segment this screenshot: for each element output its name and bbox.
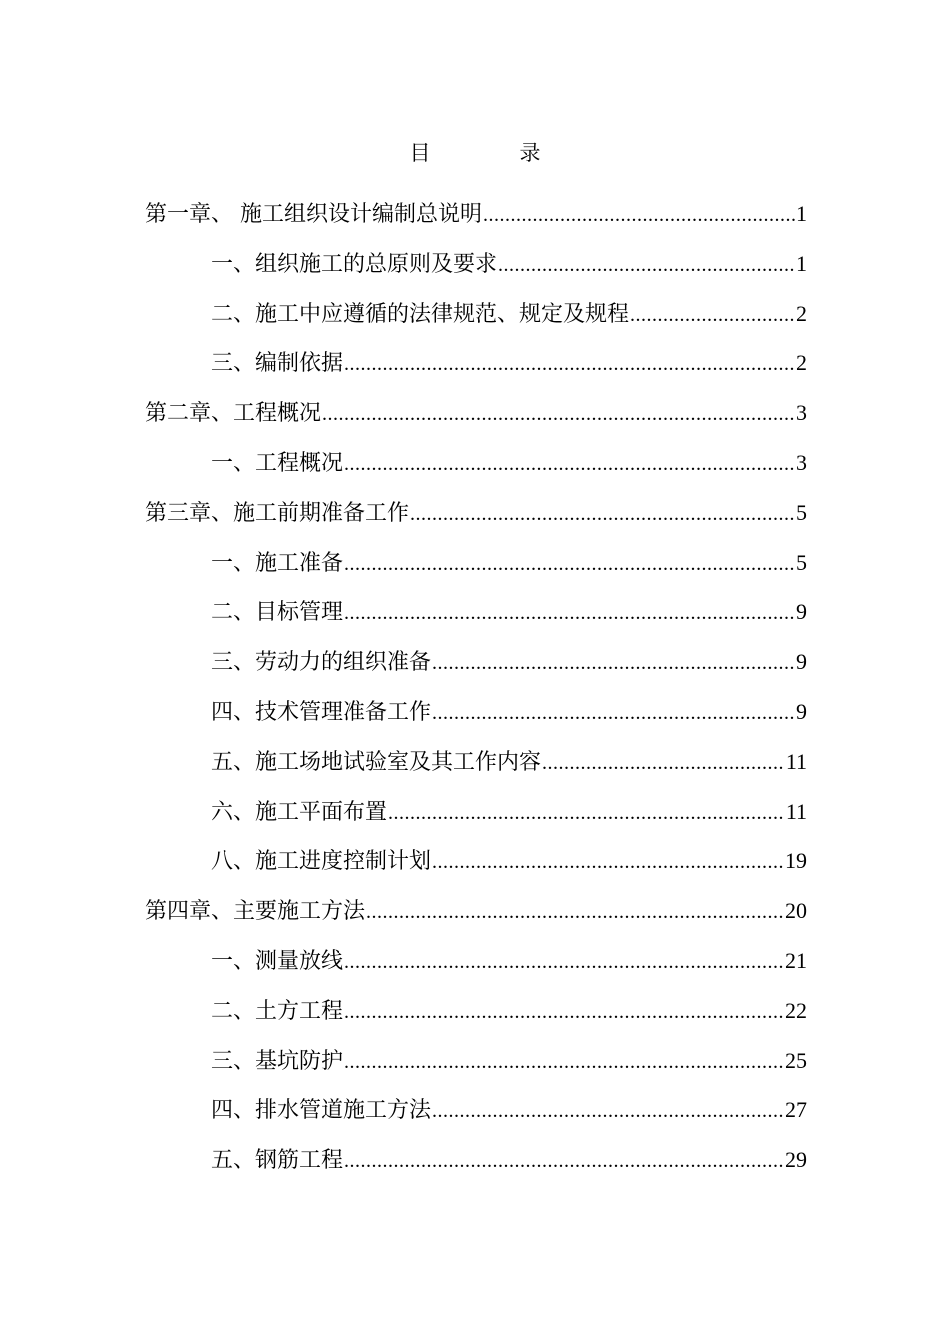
toc-entry-text: 二、目标管理 [211, 600, 344, 626]
toc-page-number: 3 [796, 400, 807, 426]
toc-entry-text: 二、土方工程 [211, 998, 344, 1024]
toc-page-number: 25 [785, 1047, 807, 1073]
toc-entry-text: 第一章、 施工组织设计编制总说明 [145, 202, 482, 227]
toc-dot-leader [344, 1141, 784, 1181]
toc-section-entry[interactable] [145, 941, 807, 991]
toc-entry-text: 一、测量放线 [211, 948, 344, 974]
toc-dot-leader [432, 643, 795, 683]
toc-chapter-entry[interactable] [145, 393, 807, 443]
toc-page-number: 5 [796, 499, 807, 525]
toc-page-number: 11 [785, 798, 807, 824]
toc-entry-text: 二、施工中应遵循的法律规范、规定及规程 [211, 301, 630, 327]
toc-dot-leader [432, 842, 784, 882]
toc-entry-text: 四、技术管理准备工作 [211, 699, 432, 725]
toc-chapter-entry[interactable] [145, 493, 807, 543]
toc-dot-leader [344, 444, 795, 484]
toc-entry-text: 第四章、主要施工方法 [145, 899, 366, 925]
toc-page-number: 20 [785, 898, 807, 924]
toc-page-number: 5 [796, 549, 807, 575]
toc-section-entry[interactable] [145, 841, 807, 891]
toc-page-number: 19 [785, 848, 807, 874]
toc-chapter-entry[interactable] [145, 194, 807, 244]
toc-section-entry[interactable] [145, 443, 807, 493]
toc-section-entry[interactable] [145, 642, 807, 692]
toc-dot-leader [388, 793, 785, 833]
toc-entry-text: 三、编制依据 [211, 351, 344, 377]
toc-entry-text: 六、施工平面布置 [211, 799, 388, 825]
toc-page-number: 2 [796, 300, 807, 326]
toc-page-number: 27 [785, 1097, 807, 1123]
toc-section-entry[interactable] [145, 1140, 807, 1190]
toc-page-number: 9 [796, 698, 807, 724]
toc-dot-leader [498, 245, 795, 285]
toc-section-entry[interactable] [145, 742, 807, 792]
toc-page-number: 9 [796, 649, 807, 675]
toc-page-number: 2 [796, 350, 807, 376]
toc-entry-text: 一、工程概况 [211, 450, 344, 476]
toc-section-entry[interactable] [145, 1041, 807, 1091]
toc-dot-leader [344, 593, 795, 633]
toc-entry-text: 八、施工进度控制计划 [211, 849, 432, 875]
toc-dot-leader [630, 295, 795, 335]
toc-dot-leader [344, 344, 795, 384]
toc-dot-leader [410, 494, 795, 534]
toc-entry-text: 五、施工场地试验室及其工作内容 [211, 749, 542, 775]
toc-page-number: 22 [785, 997, 807, 1023]
toc-page-number: 1 [796, 201, 807, 226]
toc-title: 目 录 [409, 141, 575, 165]
toc-section-entry[interactable] [145, 343, 807, 393]
toc-dot-leader [344, 1042, 784, 1082]
toc-entry-text: 三、劳动力的组织准备 [211, 650, 432, 676]
toc-dot-leader [432, 693, 795, 733]
toc-dot-leader [322, 394, 795, 434]
toc-dot-leader [432, 1091, 784, 1131]
toc-dot-leader [366, 892, 784, 932]
toc-section-entry[interactable] [145, 294, 807, 344]
toc-entry-text: 一、施工准备 [211, 550, 344, 576]
toc-entry-text: 五、钢筋工程 [211, 1148, 344, 1174]
toc-entry-text: 一、组织施工的总原则及要求 [211, 251, 498, 277]
toc-entry-text: 第三章、施工前期准备工作 [145, 500, 410, 526]
toc-section-entry[interactable] [145, 592, 807, 642]
toc-page-number: 21 [785, 947, 807, 973]
toc-page-number: 9 [796, 599, 807, 625]
toc-section-entry[interactable] [145, 1090, 807, 1140]
toc-dot-leader [344, 942, 784, 982]
toc-dot-leader [542, 743, 785, 783]
toc-list [145, 194, 807, 1190]
toc-page-number: 3 [796, 449, 807, 475]
toc-section-entry[interactable] [145, 543, 807, 593]
toc-section-entry[interactable] [145, 692, 807, 742]
toc-entry-text: 三、基坑防护 [211, 1048, 344, 1074]
toc-page-number: 1 [796, 250, 807, 276]
toc-page-number: 11 [785, 748, 807, 774]
toc-section-entry[interactable] [145, 244, 807, 294]
toc-entry-text: 第二章、工程概况 [145, 401, 322, 427]
toc-dot-leader [344, 992, 784, 1032]
toc-page-number: 29 [785, 1147, 807, 1173]
toc-chapter-entry[interactable] [145, 891, 807, 941]
toc-section-entry[interactable] [145, 792, 807, 842]
toc-dot-leader [483, 195, 795, 235]
toc-section-entry[interactable] [145, 991, 807, 1041]
toc-entry-text: 四、排水管道施工方法 [211, 1098, 432, 1124]
toc-dot-leader [344, 544, 795, 584]
